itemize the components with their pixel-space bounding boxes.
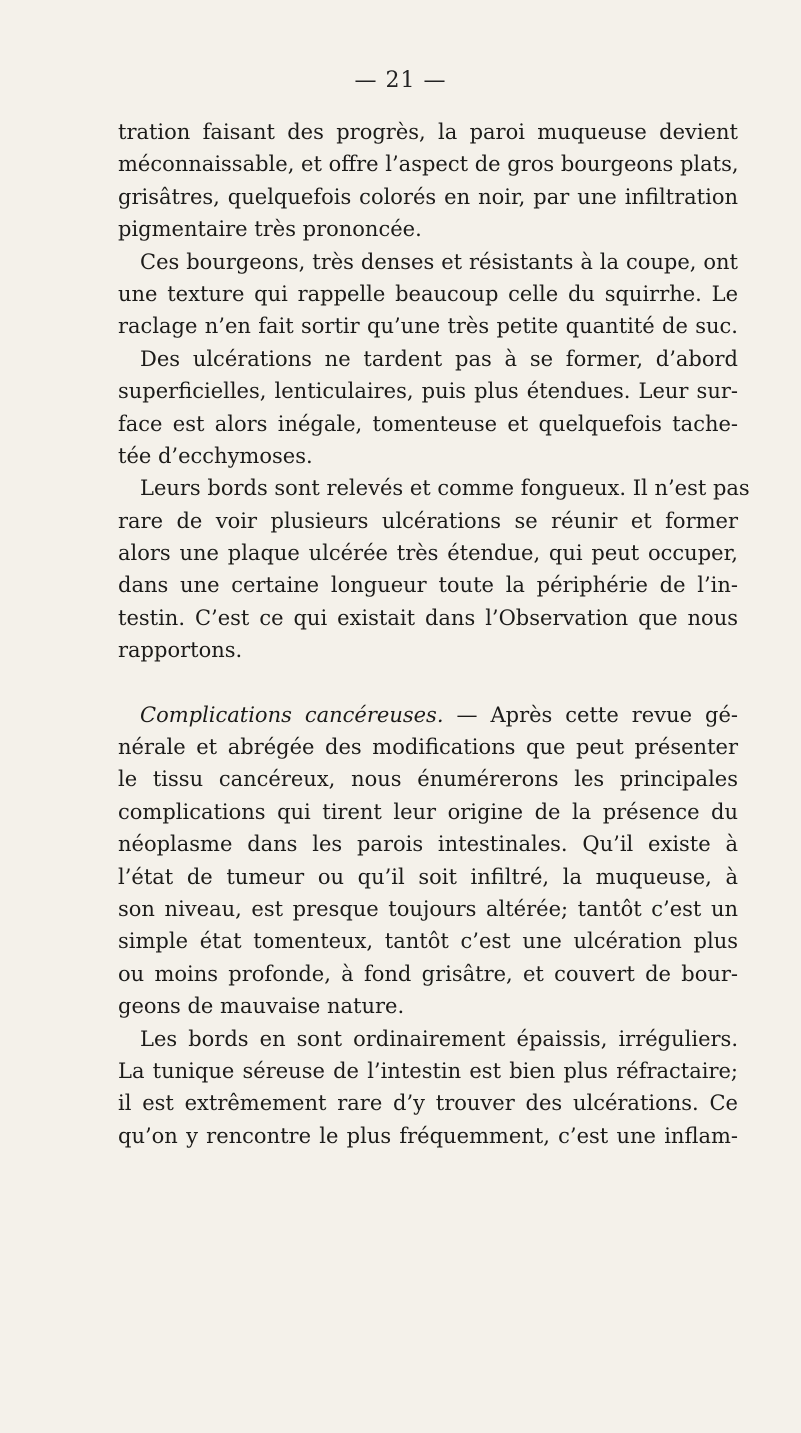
text-line: simple état tomenteux, tantôt c’est une ulcération plus (118, 929, 738, 954)
text-line: dans une certaine longueur toute la périphérie de l’in- (118, 573, 738, 598)
paragraph (118, 116, 738, 246)
text-line: raclage n’en fait sortir qu’une très petite quantité de suc. (118, 314, 738, 339)
text-line: tée d’ecchymoses. (118, 443, 313, 468)
text-line: grisâtres, quelquefois colorés en noir, par une infiltration (118, 184, 738, 209)
text-line: l’état de tumeur ou qu’il soit infiltré, la muqueuse, à (118, 864, 738, 889)
text-line: Les bords en sont ordinairement épaissis, irréguliers. (140, 1026, 738, 1051)
text-line: Ces bourgeons, très denses et résistants à la coupe, ont (140, 249, 738, 274)
text-line: La tunique séreuse de l’intestin est bien plus réfractaire; (118, 1058, 738, 1083)
text-line: superficielles, lenticulaires, puis plus étendues. Leur sur- (118, 379, 738, 404)
paragraph (118, 472, 750, 666)
text-line: nérale et abrégée des modifications que peut présenter (118, 735, 738, 760)
text-line: le tissu cancéreux, nous énumérerons les principales (118, 767, 738, 792)
text-line: ou moins profonde, à fond grisâtre, et couvert de bour- (118, 961, 738, 986)
text-line: il est extrêmement rare d’y trouver des ulcérations. Ce (118, 1091, 738, 1116)
text-line: tration faisant des progrès, la paroi muqueuse devient (118, 120, 738, 144)
paragraph (118, 246, 738, 473)
text-line: complications qui tirent leur origine de la présence du (118, 799, 738, 824)
body-text (118, 116, 750, 1152)
paragraph-spacer (118, 667, 738, 699)
text-line: alors une plaque ulcérée très étendue, qui peut occuper, (118, 541, 738, 566)
text-line: néoplasme dans les parois intestinales. Qu’il existe à (118, 832, 738, 857)
text-line: Leurs bords sont relevés et comme fongueux. Il n’est pas (140, 476, 750, 501)
page-number: — 21 — (354, 68, 447, 93)
text-line: testin. C’est ce qui existait dans l’Observation que nous (118, 605, 738, 630)
text-line: rare de voir plusieurs ulcérations se réunir et former (118, 508, 738, 533)
section-paragraph (118, 699, 738, 1023)
text-line (118, 699, 738, 731)
text-line: geons de mauvaise nature. (118, 994, 405, 1019)
text-line: son niveau, est presque toujours altérée; tantôt c’est un (118, 896, 738, 921)
text-line: pigmentaire très prononcée. (118, 217, 422, 242)
paragraph (118, 1023, 738, 1153)
text-line: rapportons. (118, 638, 243, 663)
text-line: une texture qui rappelle beaucoup celle du squirrhe. Le (118, 281, 738, 306)
text-line: Des ulcérations ne tardent pas à se former, d’abord (140, 346, 738, 371)
text-line: qu’on y rencontre le plus fréquemment, c’est une inflam- (118, 1123, 738, 1148)
text-line: méconnaissable, et offre l’aspect de gros bourgeons plats, (118, 152, 739, 177)
section-heading: Complications cancéreuses. (140, 702, 444, 727)
text-line: face est alors inégale, tomenteuse et quelquefois tache- (118, 411, 738, 436)
section-lead-text: — Après cette revue gé- (443, 702, 738, 727)
